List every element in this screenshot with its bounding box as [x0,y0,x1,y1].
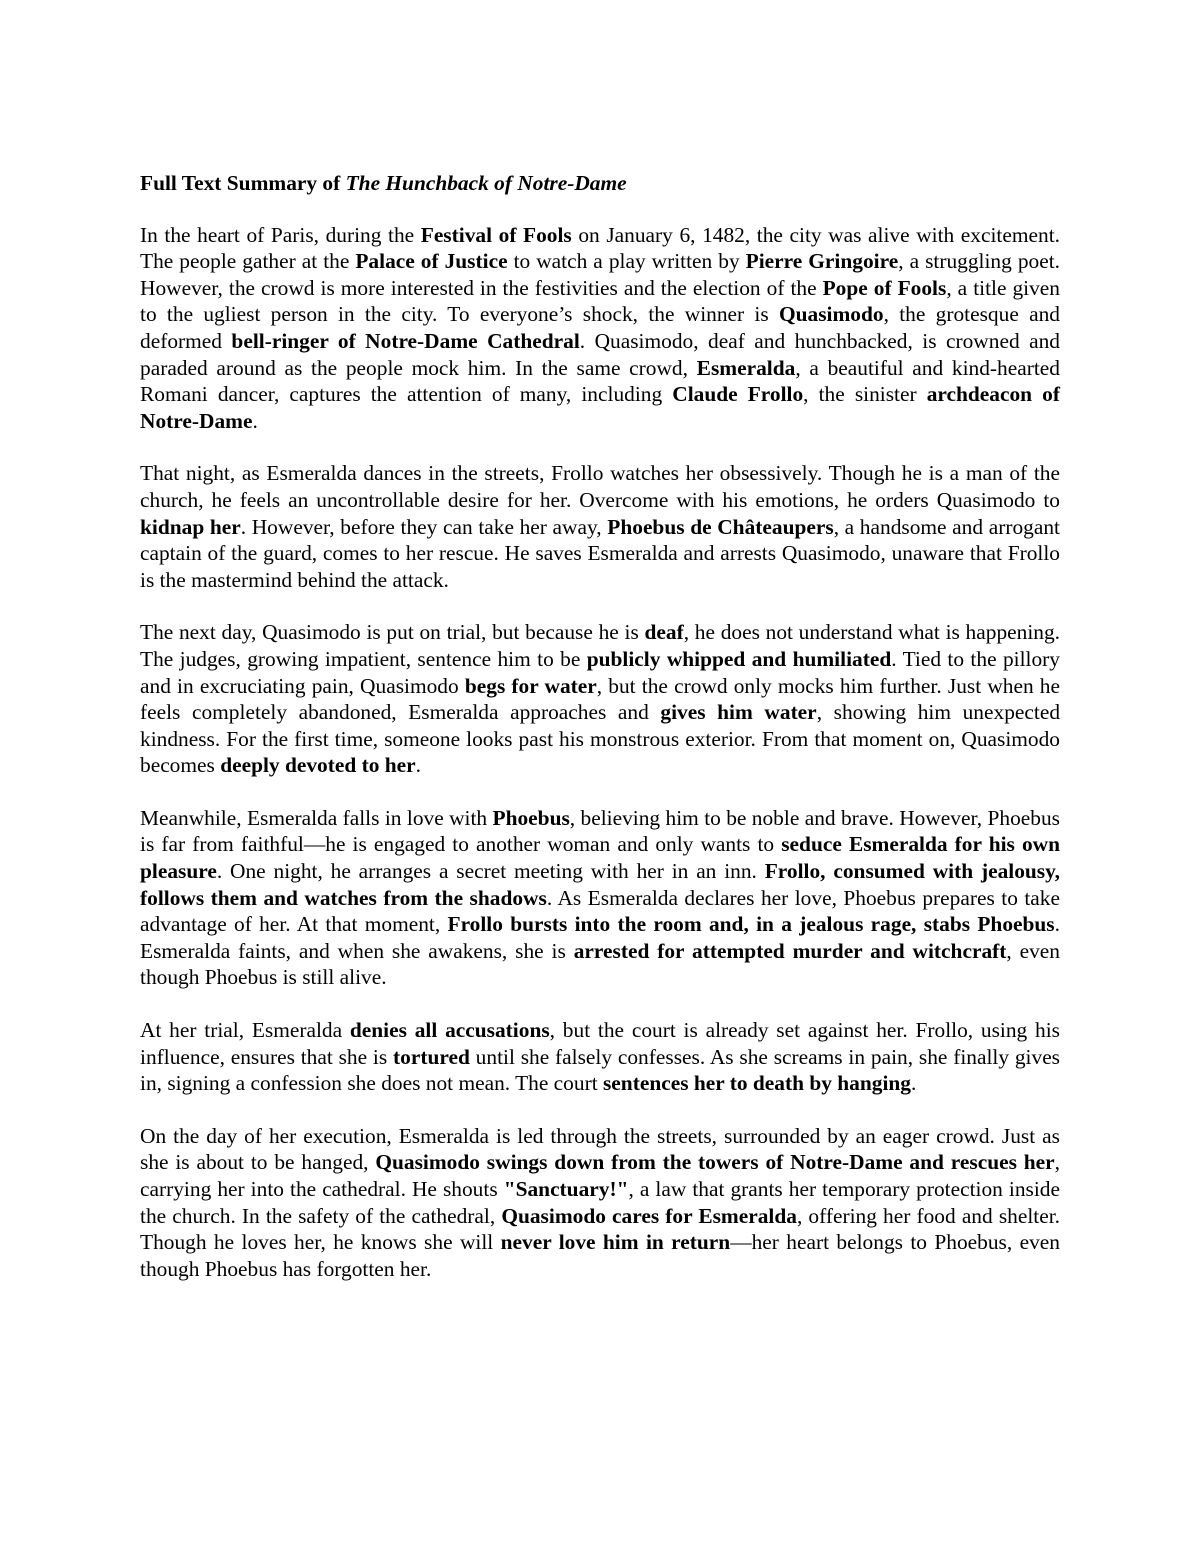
bold-text: tortured [393,1044,470,1069]
title-prefix: Full Text Summary of [140,171,346,195]
bold-text: archdeacon of Notre-Dame [140,382,1060,433]
body-text: , he does not understand what is happening. The judges, growing impatient, sentence him to be [140,620,1061,671]
paragraph-3 [140,619,1060,779]
body-text: At her trial, Esmeralda [140,1018,350,1043]
bold-text: Phoebus [492,805,570,830]
body-text: . Tied to the pillory and in excruciating pain, Quasimodo [140,646,1060,698]
body-text: —her heart belongs to Phoebus, even though Phoebus has forgotten her. [140,1230,1060,1281]
body-text: . Esmeralda faints, and when she awakens, she is [140,912,1060,963]
paragraph-1 [140,222,1060,435]
bold-text: never love him in return [500,1230,731,1255]
body-text: , offering her food and shelter. Though he loves her, he knows she will [140,1203,1060,1255]
body-text: , showing him unexpected kindness. For the first time, someone looks past his monstrous exterior. From that moment on, Quasimodo becomes [140,700,1061,778]
body-text: , but the court is already set against her. Frollo, using his influence, ensures that she is [140,1018,1060,1069]
bold-text: publicly whipped and humiliated [586,646,892,671]
bold-text: arrested for attempted murder and witchcraft [573,938,1007,963]
body-text: , believing him to be noble and brave. However, Phoebus is far from faithful—he is engaged to another woman and only wants to [140,805,1060,857]
body-text: , the grotesque and deformed [140,302,1060,353]
body-text: The next day, Quasimodo is put on trial, but because he is [140,620,645,645]
bold-text: Frollo, consumed with jealousy, follows them and watches from the shadows [140,859,1060,910]
body-text: Meanwhile, Esmeralda falls in love with [140,805,493,830]
body-text: That night, as Esmeralda dances in the streets, Frollo watches her obsessively. Though he is a man of the church, he feels an uncontrollable desire for her. Overcome with his emotions, he orders Quasimodo to [140,461,1060,512]
bold-text: Phoebus de Châteaupers [607,514,834,539]
bold-text: sentences her to death by hanging [602,1071,911,1096]
body-text: In the heart of Paris, during the [140,222,421,247]
bold-text: "Sanctuary!" [503,1177,629,1201]
body-text: to watch a play written by [507,249,746,274]
body-text: , a struggling poet. However, the crowd is more interested in the festivities and the election of the [140,249,1061,300]
document-body [140,222,1060,1283]
bold-text: gives him water [660,700,817,725]
body-text: . [415,753,422,778]
body-text: . One night, he arranges a secret meeting with her in an inn. [216,859,765,884]
bold-text: Palace of Justice [355,249,508,274]
body-text: , even though Phoebus is still alive. [140,938,1060,990]
body-text: , but the crowd only mocks him further. Just when he feels completely abandoned, Esmeralda approaches and [140,673,1060,725]
bold-text: Festival of Fools [420,222,572,247]
paragraph-4 [140,805,1060,991]
body-text: , the sinister [803,382,927,407]
body-text: . As Esmeralda declares her love, Phoebus prepares to take advantage of her. At that moment, [140,885,1060,937]
bold-text: deaf [644,620,684,645]
body-text: . Quasimodo, deaf and hunchbacked, is crowned and paraded around as the people mock him. In the same crowd, [140,328,1060,380]
bold-text: begs for water [464,673,597,698]
body-text: , a law that grants her temporary protection inside the church. In the safety of the cathedral, [140,1177,1060,1228]
body-text: , a beautiful and kind-hearted Romani dancer, captures the attention of many, including [140,355,1060,407]
bold-text: seduce Esmeralda for his own pleasure [140,832,1061,884]
body-text: On the day of her execution, Esmeralda is led through the streets, surrounded by an eager crowd. Just as she is about to be hanged, [140,1123,1060,1175]
paragraph-5 [140,1017,1060,1097]
body-text: . [252,408,258,433]
title-work: The Hunchback of Notre-Dame [345,171,627,195]
body-text: , a handsome and arrogant captain of the guard, comes to her rescue. He saves Esmeralda and arrests Quasimodo, unaware that Frollo is the mastermind behind the attack. [140,514,1060,592]
bold-text: bell-ringer of Notre-Dame Cathedral [231,328,580,353]
bold-text: Pope of Fools [822,275,947,300]
bold-text: Frollo bursts into the room and, in a jealous rage, stabs Phoebus [447,912,1055,937]
body-text: . [911,1071,917,1096]
bold-text: denies all accusations [349,1018,550,1043]
body-text: , carrying her into the cathedral. He shouts [140,1150,1060,1201]
body-text: on January 6, 1482, the city was alive with excitement. The people gather at the [140,222,1060,274]
paragraph-6 [140,1123,1060,1283]
bold-text: deeply devoted to her [220,753,416,778]
bold-text: Quasimodo cares for Esmeralda [501,1203,797,1228]
document-title [140,170,1060,197]
bold-text: Quasimodo swings down from the towers of Notre-Dame and rescues her [375,1150,1055,1175]
document-page [140,170,1060,1308]
bold-text: Claude Frollo [672,382,804,407]
body-text: , a title given to the ugliest person in the city. To everyone’s shock, the winner is [140,275,1060,327]
body-text: . However, before they can take her away, [240,514,608,539]
bold-text: kidnap her [140,514,241,539]
paragraph-2 [140,460,1060,593]
bold-text: Quasimodo [778,302,884,327]
bold-text: Esmeralda [696,355,796,380]
body-text: until she falsely confesses. As she screams in pain, she finally gives in, signing a confession she does not mean. The court [140,1044,1061,1096]
bold-text: Pierre Gringoire [745,249,899,274]
